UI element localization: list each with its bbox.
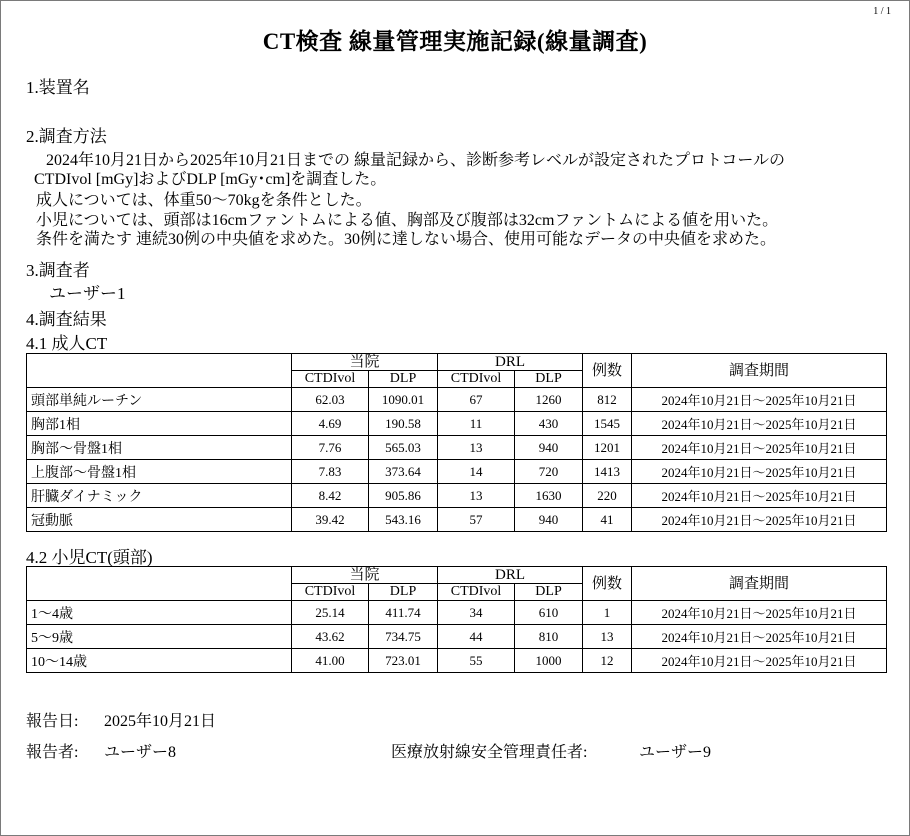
ctdivol-value: 39.42 — [292, 508, 369, 532]
table-row — [27, 649, 887, 673]
dlp-value: 190.58 — [369, 412, 438, 436]
drl-ctdivol-value: 14 — [438, 460, 515, 484]
child-ct-heading: 4.2 小児CT(頭部) — [26, 548, 153, 567]
table-row — [27, 388, 887, 412]
period-value: 2024年10月21日～2025年10月21日 — [632, 508, 887, 532]
protocol-name: 上腹部～骨盤1相 — [27, 460, 292, 484]
drl-dlp-value: 810 — [515, 625, 583, 649]
method-line-4: 小児については、頭部は16cmファントムによる値、胸部及び腹部は32cmファントムによる値を用いた。 — [36, 212, 779, 229]
protocol-name: 頭部単純ルーチン — [27, 388, 292, 412]
header-period: 調査期間 — [632, 354, 887, 388]
header-drl-dlp: DLP — [515, 371, 583, 388]
header-period: 調査期間 — [632, 567, 887, 601]
drl-dlp-value: 1000 — [515, 649, 583, 673]
ctdivol-value: 41.00 — [292, 649, 369, 673]
header-hospital-dlp: DLP — [369, 371, 438, 388]
dlp-value: 411.74 — [369, 601, 438, 625]
dlp-value: 905.86 — [369, 484, 438, 508]
drl-dlp-value: 430 — [515, 412, 583, 436]
ctdivol-value: 62.03 — [292, 388, 369, 412]
method-line-2: CTDIvol [mGy]およびDLP [mGy･cm]を調査した。 — [34, 171, 387, 188]
header-cases: 例数 — [583, 354, 632, 388]
cases-value: 1201 — [583, 436, 632, 460]
reporter-label: 報告者: — [26, 744, 79, 761]
cases-value: 1 — [583, 601, 632, 625]
drl-dlp-value: 1630 — [515, 484, 583, 508]
protocol-name: 冠動脈 — [27, 508, 292, 532]
age-group-name: 10～14歳 — [27, 649, 292, 673]
cases-value: 1413 — [583, 460, 632, 484]
table-row — [27, 460, 887, 484]
drl-ctdivol-value: 34 — [438, 601, 515, 625]
header-drl-ctdivol: CTDIvol — [438, 371, 515, 388]
document-title: CT検査 線量管理実施記録(線量調査) — [262, 29, 648, 54]
ctdivol-value: 25.14 — [292, 601, 369, 625]
reporter-name: ユーザー8 — [104, 744, 177, 761]
dlp-value: 543.16 — [369, 508, 438, 532]
manager-name: ユーザー9 — [639, 744, 712, 761]
drl-ctdivol-value: 13 — [438, 436, 515, 460]
period-value: 2024年10月21日～2025年10月21日 — [632, 601, 887, 625]
header-drl-dlp: DLP — [515, 584, 583, 601]
ctdivol-value: 7.83 — [292, 460, 369, 484]
manager-label: 医療放射線安全管理責任者: — [391, 744, 588, 761]
header-blank — [27, 567, 292, 601]
header-drl: DRL — [438, 354, 583, 371]
drl-dlp-value: 610 — [515, 601, 583, 625]
ctdivol-value: 4.69 — [292, 412, 369, 436]
header-hospital: 当院 — [292, 354, 438, 371]
table-row — [27, 625, 887, 649]
drl-dlp-value: 1260 — [515, 388, 583, 412]
header-hospital-ctdivol: CTDIvol — [292, 584, 369, 601]
period-value: 2024年10月21日～2025年10月21日 — [632, 484, 887, 508]
header-hospital-dlp: DLP — [369, 584, 438, 601]
section4-heading: 4.調査結果 — [26, 310, 107, 329]
dlp-value: 373.64 — [369, 460, 438, 484]
report-date-label: 報告日: — [26, 713, 79, 730]
table-row — [27, 508, 887, 532]
table-row — [27, 436, 887, 460]
adult-ct-table — [26, 353, 887, 532]
dlp-value: 1090.01 — [369, 388, 438, 412]
cases-value: 1545 — [583, 412, 632, 436]
header-blank — [27, 354, 292, 388]
protocol-name: 肝臓ダイナミック — [27, 484, 292, 508]
drl-ctdivol-value: 67 — [438, 388, 515, 412]
method-line-5: 条件を満たす 連続30例の中央値を求めた。30例に達しない場合、使用可能なデータの中央値を求めた。 — [36, 231, 777, 248]
cases-value: 812 — [583, 388, 632, 412]
header-hospital-ctdivol: CTDIvol — [292, 371, 369, 388]
section2-heading: 2.調査方法 — [26, 127, 107, 146]
dlp-value: 723.01 — [369, 649, 438, 673]
period-value: 2024年10月21日～2025年10月21日 — [632, 625, 887, 649]
cases-value: 13 — [583, 625, 632, 649]
drl-ctdivol-value: 57 — [438, 508, 515, 532]
adult-ct-heading: 4.1 成人CT — [26, 334, 108, 353]
protocol-name: 胸部～骨盤1相 — [27, 436, 292, 460]
ctdivol-value: 8.42 — [292, 484, 369, 508]
period-value: 2024年10月21日～2025年10月21日 — [632, 388, 887, 412]
dlp-value: 734.75 — [369, 625, 438, 649]
cases-value: 41 — [583, 508, 632, 532]
section3-heading: 3.調査者 — [26, 261, 90, 280]
page-number: 1 / 1 — [873, 6, 891, 17]
header-cases: 例数 — [583, 567, 632, 601]
cases-value: 12 — [583, 649, 632, 673]
drl-ctdivol-value: 55 — [438, 649, 515, 673]
table-row — [27, 412, 887, 436]
method-line-1: 2024年10月21日から2025年10月21日までの 線量記録から、診断参考レベルが設定されたプロトコールの — [46, 152, 786, 169]
investigator-name: ユーザー1 — [49, 284, 126, 303]
period-value: 2024年10月21日～2025年10月21日 — [632, 460, 887, 484]
drl-ctdivol-value: 13 — [438, 484, 515, 508]
drl-dlp-value: 940 — [515, 436, 583, 460]
ctdivol-value: 43.62 — [292, 625, 369, 649]
drl-dlp-value: 720 — [515, 460, 583, 484]
drl-ctdivol-value: 11 — [438, 412, 515, 436]
age-group-name: 1～4歳 — [27, 601, 292, 625]
table-row — [27, 601, 887, 625]
drl-ctdivol-value: 44 — [438, 625, 515, 649]
dlp-value: 565.03 — [369, 436, 438, 460]
period-value: 2024年10月21日～2025年10月21日 — [632, 649, 887, 673]
header-drl: DRL — [438, 567, 583, 584]
ctdivol-value: 7.76 — [292, 436, 369, 460]
header-hospital: 当院 — [292, 567, 438, 584]
method-line-3: 成人については、体重50～70kgを条件とした。 — [36, 192, 372, 209]
protocol-name: 胸部1相 — [27, 412, 292, 436]
cases-value: 220 — [583, 484, 632, 508]
report-date-value: 2025年10月21日 — [104, 713, 217, 730]
period-value: 2024年10月21日～2025年10月21日 — [632, 412, 887, 436]
header-drl-ctdivol: CTDIvol — [438, 584, 515, 601]
age-group-name: 5～9歳 — [27, 625, 292, 649]
section1-heading: 1.装置名 — [26, 78, 90, 97]
period-value: 2024年10月21日～2025年10月21日 — [632, 436, 887, 460]
drl-dlp-value: 940 — [515, 508, 583, 532]
table-row — [27, 484, 887, 508]
child-ct-table — [26, 566, 887, 673]
